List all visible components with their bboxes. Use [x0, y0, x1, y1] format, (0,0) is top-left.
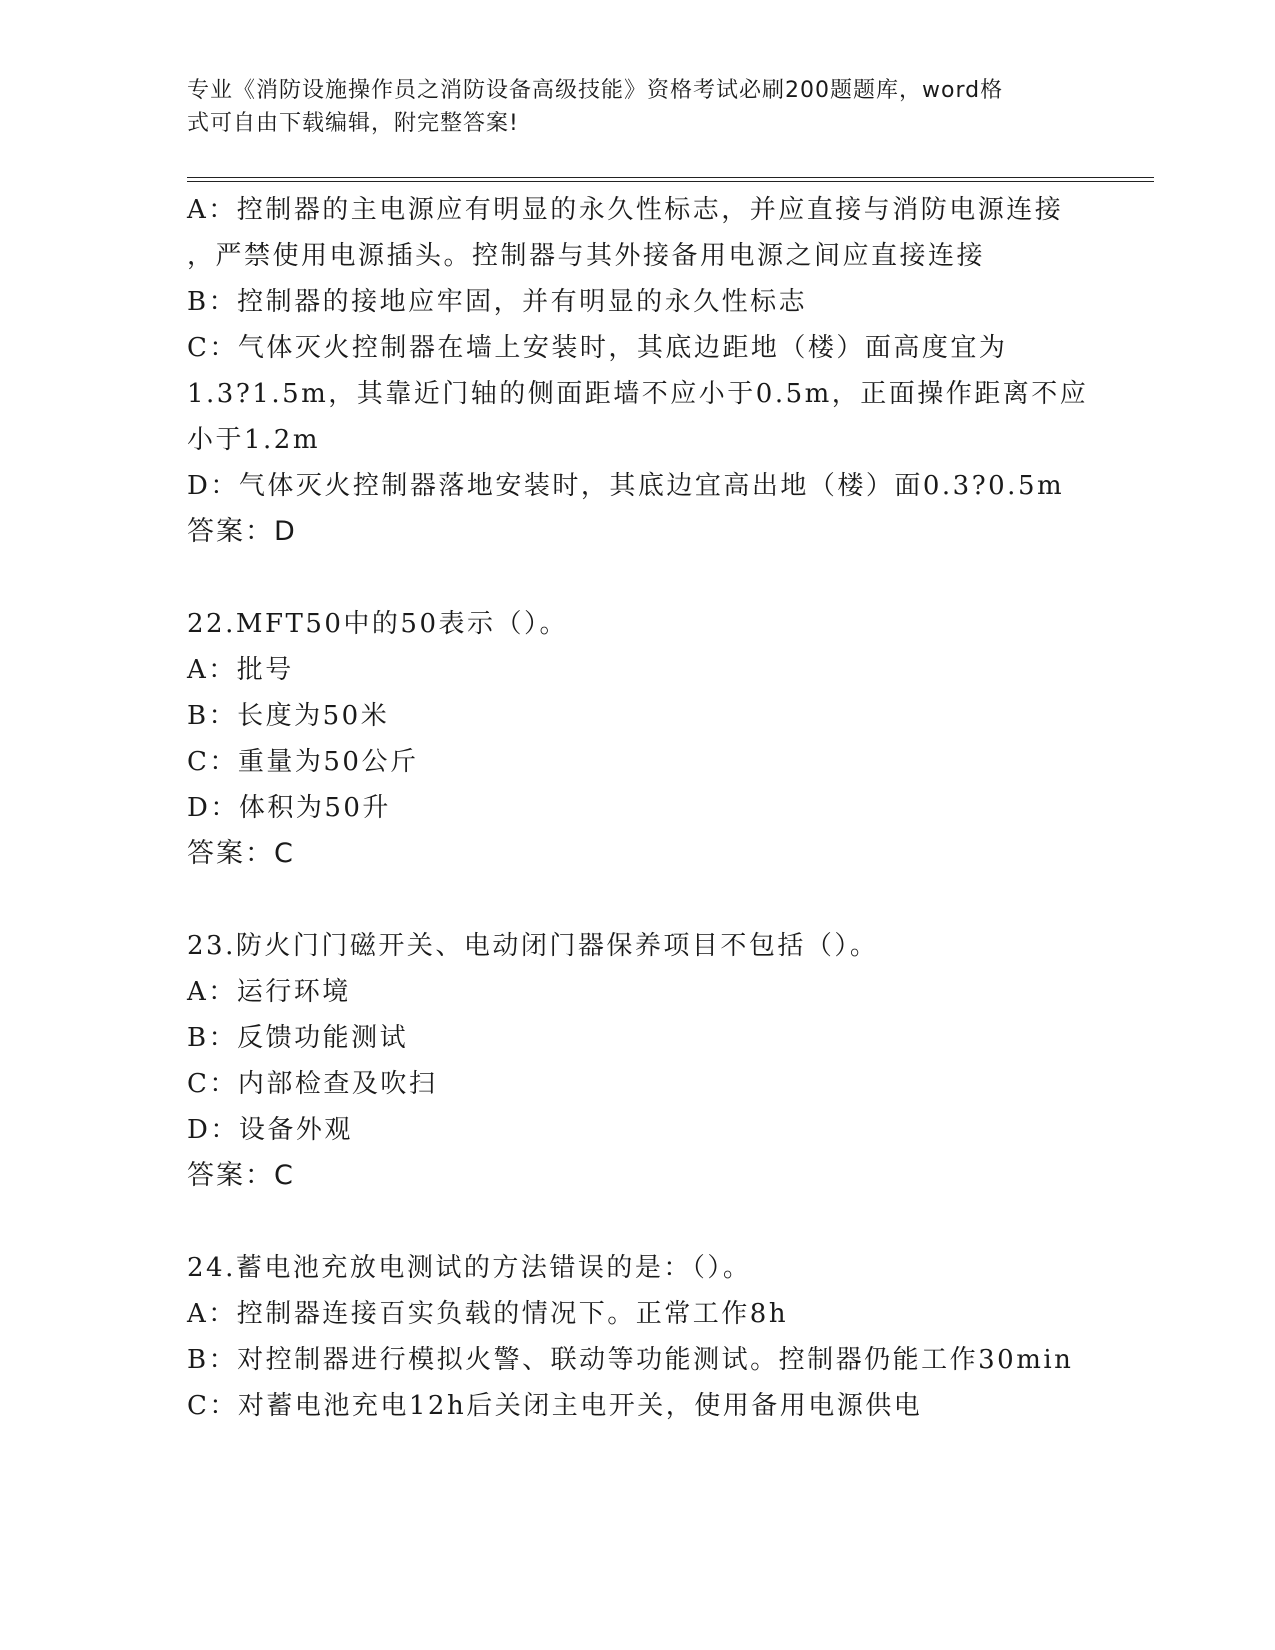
- option-a: A：控制器连接百实负载的情况下。正常工作8h: [187, 1299, 789, 1329]
- question-23: [187, 923, 1087, 1199]
- option-d: D：设备外观: [187, 1115, 353, 1145]
- option-a-line-2: ，严禁使用电源插头。控制器与其外接备用电源之间应直接连接: [187, 241, 986, 271]
- option-a: A：运行环境: [187, 977, 351, 1007]
- header-line-1: 专业《消防设施操作员之消防设备高级技能》资格考试必刷200题题库，word格: [187, 78, 1004, 103]
- answer: 答案：C: [187, 838, 295, 869]
- question-list: [187, 187, 1087, 1429]
- document-header: [187, 74, 1067, 140]
- option-b: B：控制器的接地应牢固，并有明显的永久性标志: [187, 287, 808, 317]
- spacer: [187, 877, 1087, 923]
- answer: 答案：D: [187, 516, 297, 547]
- answer: 答案：C: [187, 1160, 295, 1191]
- option-c-line-2: 1.3?1.5m，其靠近门轴的侧面距墙不应小于0.5m，正面操作距离不应: [187, 379, 1089, 409]
- question-stem: 23.防火门门磁开关、电动闭门器保养项目不包括（）。: [187, 931, 879, 961]
- question-24: [187, 1245, 1087, 1429]
- question-22: [187, 601, 1087, 877]
- question-stem: 24.蓄电池充放电测试的方法错误的是：（）。: [187, 1253, 752, 1283]
- option-b: B：反馈功能测试: [187, 1023, 409, 1053]
- option-a-line-1: A：控制器的主电源应有明显的永久性标志，并应直接与消防电源连接: [187, 195, 1064, 225]
- option-c-line-1: C：气体灭火控制器在墙上安装时，其底边距地（楼）面高度宜为: [187, 333, 1008, 363]
- option-c: C：内部检查及吹扫: [187, 1069, 438, 1099]
- option-c: C：对蓄电池充电12h后关闭主电开关，使用备用电源供电: [187, 1391, 923, 1421]
- header-divider-top: [187, 177, 1154, 178]
- spacer: [187, 555, 1087, 601]
- option-a: A：批号: [187, 655, 294, 685]
- header-line-2: 式可自由下载编辑，附完整答案!: [187, 111, 519, 136]
- option-b: B：对控制器进行模拟火警、联动等功能测试。控制器仍能工作30min: [187, 1345, 1074, 1375]
- header-divider-bottom: [187, 181, 1154, 182]
- question-stem: 22.MFT50中的50表示（）。: [187, 609, 569, 639]
- spacer: [187, 1199, 1087, 1245]
- option-d: D：体积为50升: [187, 793, 391, 823]
- option-b: B：长度为50米: [187, 701, 390, 731]
- option-c-line-3: 小于1.2m: [187, 425, 321, 455]
- question-21: [187, 187, 1087, 555]
- option-c: C：重量为50公斤: [187, 747, 419, 777]
- option-d: D：气体灭火控制器落地安装时，其底边宜高出地（楼）面0.3?0.5m: [187, 471, 1065, 501]
